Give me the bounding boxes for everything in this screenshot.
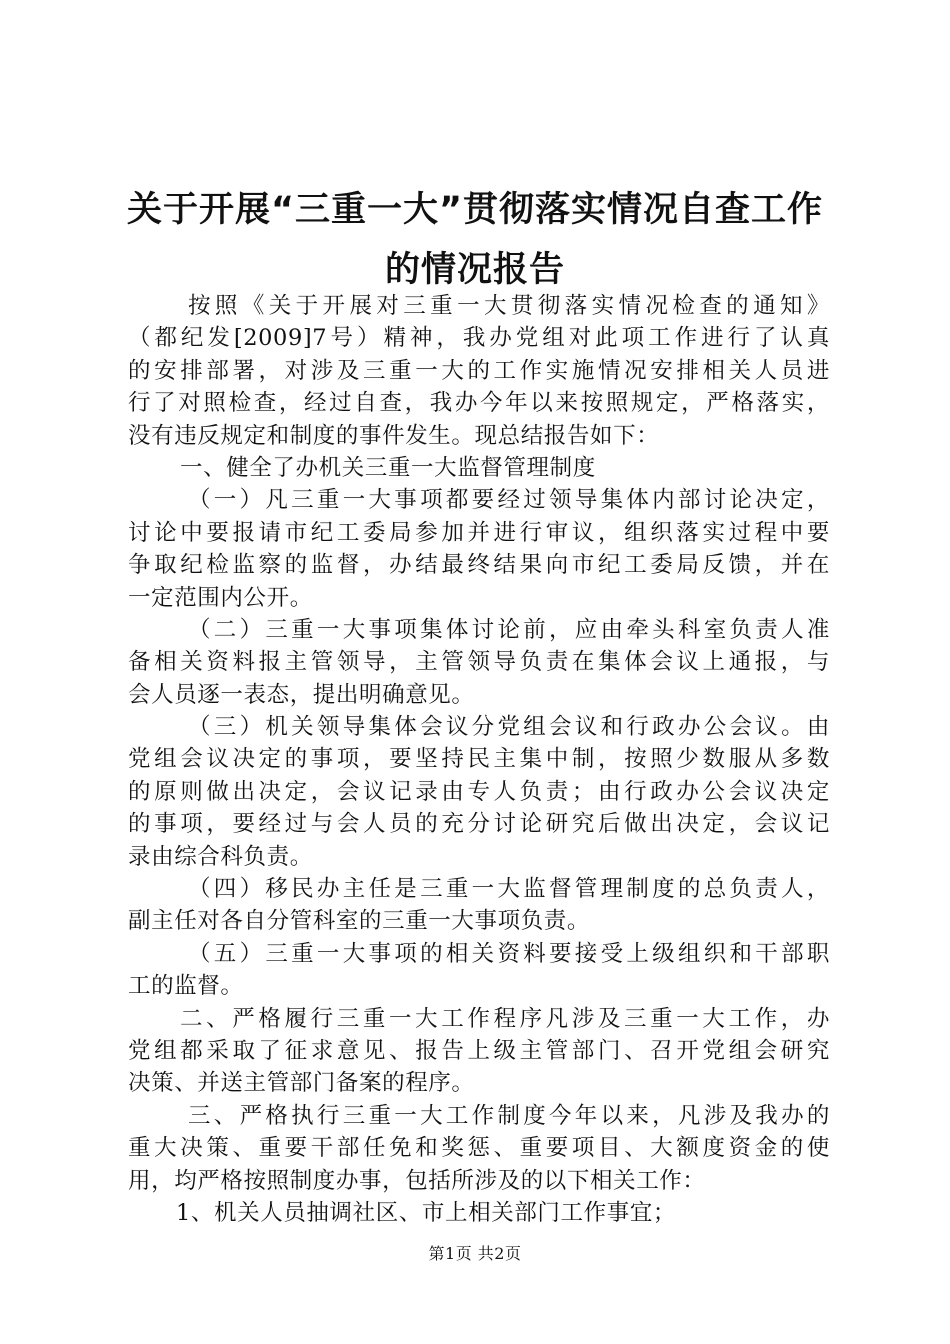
body-line: （五）三重一大事项的相关资料要接受上级组织和干部职 xyxy=(188,940,830,967)
document-title-line-2: 的情况报告 xyxy=(384,250,565,290)
document-body xyxy=(128,290,830,1229)
body-line: （都纪发[2009]7号）精神，我办党组对此项工作进行了认真 xyxy=(128,325,830,352)
body-line: 党组都采取了征求意见、报告上级主管部门、召开党组会研究 xyxy=(128,1037,830,1064)
body-line: 行了对照检查，经过自查，我办今年以来按照规定，严格落实， xyxy=(128,390,830,417)
body-line: （一）凡三重一大事项都要经过领导集体内部讨论决定， xyxy=(188,487,830,514)
body-line: 争取纪检监察的监督，办结最终结果向市纪工委局反馈，并在 xyxy=(128,552,830,579)
body-line: 的原则做出决定，会议记录由专人负责；由行政办公会议决定 xyxy=(128,778,830,805)
body-line: 一、健全了办机关三重一大监督管理制度 xyxy=(180,454,596,481)
body-line: 录由综合科负责。 xyxy=(128,843,313,870)
body-line: 用，均严格按照制度办事，包括所涉及的以下相关工作： xyxy=(128,1167,706,1194)
body-line: 三、严格执行三重一大工作制度今年以来，凡涉及我办的 xyxy=(188,1102,830,1129)
body-line: 1、机关人员抽调社区、市上相关部门工作事宜； xyxy=(176,1199,677,1226)
body-line: 会人员逐一表态，提出明确意见。 xyxy=(128,681,475,708)
body-line: 讨论中要报请市纪工委局参加并进行审议，组织落实过程中要 xyxy=(128,519,830,546)
body-line: 党组会议决定的事项，要坚持民主集中制，按照少数服从多数 xyxy=(128,746,830,773)
body-line: （四）移民办主任是三重一大监督管理制度的总负责人， xyxy=(188,876,830,903)
body-line: （二）三重一大事项集体讨论前，应由牵头科室负责人准 xyxy=(188,616,830,643)
body-line: 副主任对各自分管科室的三重一大事项负责。 xyxy=(128,908,591,935)
body-line: 决策、并送主管部门备案的程序。 xyxy=(128,1070,475,1097)
body-line: 的事项，要经过与会人员的充分讨论研究后做出决定，会议记 xyxy=(128,811,830,838)
document-title-line-1: 关于开展“三重一大”贯彻落实情况自查工作 xyxy=(126,190,823,230)
body-line: 一定范围内公开。 xyxy=(128,584,313,611)
body-line: 备相关资料报主管领导，主管领导负责在集体会议上通报，与 xyxy=(128,649,830,676)
body-line: 工的监督。 xyxy=(128,973,244,1000)
body-line: 二、严格履行三重一大工作程序凡涉及三重一大工作，办 xyxy=(180,1005,830,1032)
body-line: 重大决策、重要干部任免和奖惩、重要项目、大额度资金的使 xyxy=(128,1135,830,1162)
page-footer: 第1页 共2页 xyxy=(428,1244,522,1263)
body-line: 没有违反规定和制度的事件发生。现总结报告如下： xyxy=(128,422,660,449)
body-line: 的安排部署，对涉及三重一大的工作实施情况安排相关人员进 xyxy=(128,357,830,384)
body-line: （三）机关领导集体会议分党组会议和行政办公会议。由 xyxy=(188,714,830,741)
body-line: 按照《关于开展对三重一大贯彻落实情况检查的通知》 xyxy=(188,293,830,319)
